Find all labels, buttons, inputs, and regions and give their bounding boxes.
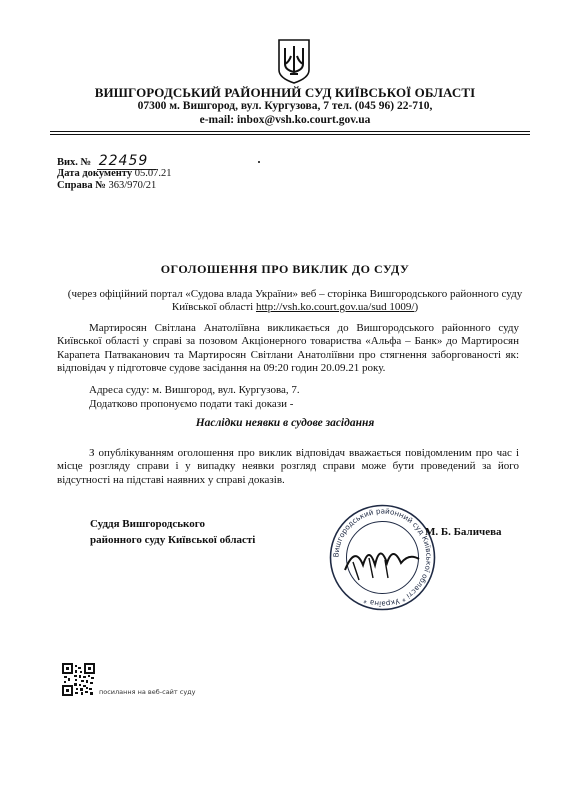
outgoing-label: Вих. № bbox=[57, 157, 92, 168]
case-number-line bbox=[57, 180, 156, 191]
judge-position: Суддя Вишгородського районного суду Київської області bbox=[90, 518, 256, 546]
doc-date-line bbox=[57, 168, 171, 179]
consequences-heading: Наслідки неявки в судове засідання bbox=[195, 417, 375, 429]
qr-caption: посилання на веб-сайт суду bbox=[99, 688, 196, 696]
consequences-paragraph: З опублікуванням оголошення про виклик відповідач вважається повідомленим про час і місце розгляду справи і у випадку неявки розгляд справи може бути проведений за його відсутності на підставі наявних у справі доказів. bbox=[57, 447, 519, 486]
speck bbox=[258, 161, 260, 163]
doc-date: 05.07.21 bbox=[134, 168, 172, 179]
trident-icon bbox=[276, 38, 312, 84]
doc-date-label: Дата документу bbox=[57, 168, 133, 179]
header-rule-thin bbox=[50, 134, 530, 135]
publication-note bbox=[60, 288, 530, 314]
seal-text: Вишгородський районний суд Київської області * Україна * bbox=[331, 506, 434, 609]
case-label: Справа № bbox=[57, 180, 106, 191]
outgoing-number: 22459 bbox=[97, 153, 157, 170]
header-rule bbox=[50, 131, 530, 132]
court-email: e-mail: inbox@vsh.ko.court.gov.ua bbox=[199, 114, 371, 126]
publication-note-line2: Київської області http://vsh.ko.court.gov.ua/sud 1009/) bbox=[171, 301, 419, 313]
judge-name: М. Б. Баличева bbox=[425, 526, 502, 538]
evidence-line: Додатково пропонуємо подати такі докази - bbox=[89, 398, 294, 410]
court-seal bbox=[325, 500, 440, 615]
court-website-link[interactable]: http://vsh.ko.court.gov.ua/sud 1009/ bbox=[255, 301, 415, 313]
court-address: 07300 м. Вишгород, вул. Кургузова, 7 тел. (045 96) 22-710, bbox=[137, 100, 433, 112]
summons-paragraph: Мартиросян Світлана Анатоліївна викликається до Вишгородського районного суду Київської області у справі за позовом Акціонерного товариства «Альфа – Банк» до Мартиросян Карапета Патваканович та Мартиросян Світлани Анатоліївни про стягнення заборгованості як: відповідач у підготовче судове засідання на 09:20 годин 20.09.21 року. bbox=[57, 322, 519, 374]
court-name: ВИШГОРОДСЬКИЙ РАЙОННИЙ СУД КИЇВСЬКОЇ ОБЛАСТІ bbox=[94, 85, 476, 100]
court-address-line: Адреса суду: м. Вишгород, вул. Кургузова, 7. bbox=[89, 384, 300, 396]
qr-code-icon[interactable] bbox=[62, 663, 95, 696]
publication-note-line1: (через офіційний портал «Судова влада України» веб – сторінка Вишгородського районного суду bbox=[67, 288, 523, 300]
page-title: ОГОЛОШЕННЯ ПРО ВИКЛИК ДО СУДУ bbox=[160, 262, 410, 276]
case-number: 363/970/21 bbox=[108, 180, 157, 191]
